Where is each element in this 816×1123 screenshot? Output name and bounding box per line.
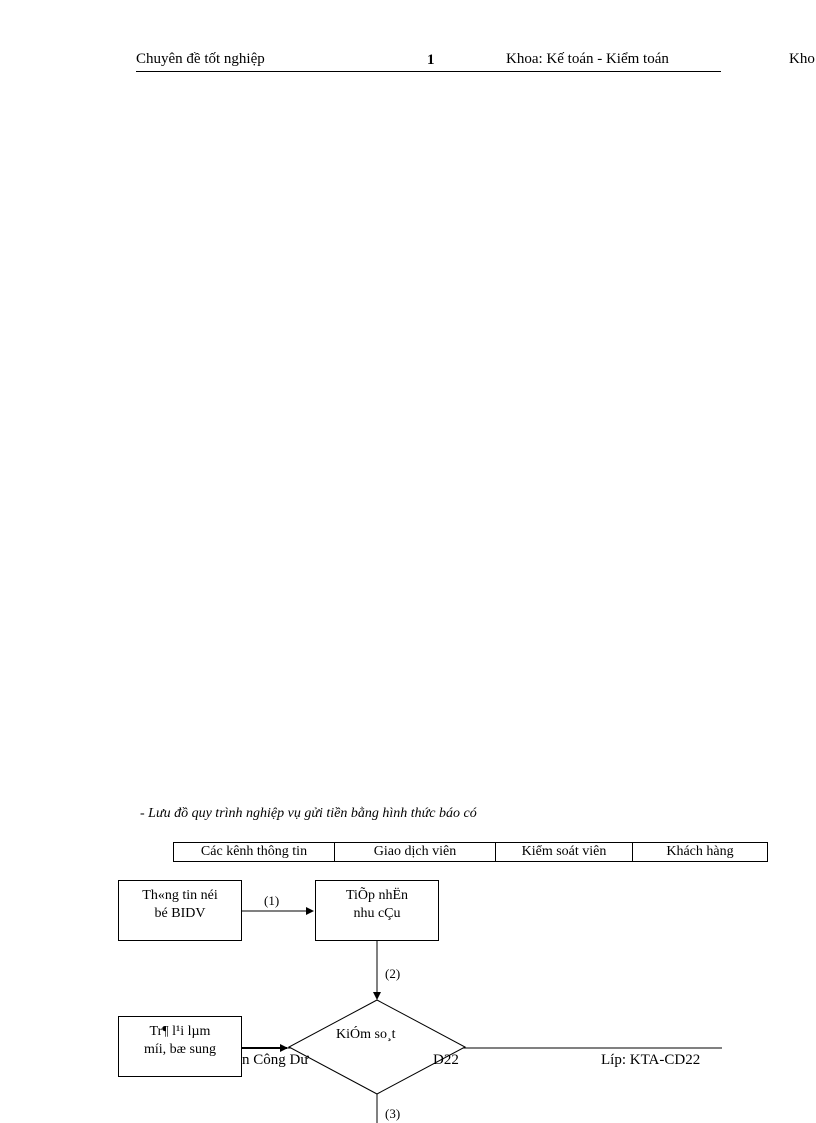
page-number: 1	[427, 52, 435, 68]
box-return-redo-line2: míi, bæ sung	[144, 1042, 216, 1057]
lane-controller: Kiểm soát viên	[496, 843, 633, 861]
footer-class-partial: D22	[433, 1052, 459, 1068]
box-internal-info	[118, 880, 242, 941]
box-return-redo-line1: Tr¶ l¹i lµm	[149, 1024, 211, 1039]
box-receive-request-line1: TiÕp nhËn	[345, 888, 409, 903]
step-label-2: (2)	[385, 966, 401, 981]
footer-author-partial: n Công Dư	[242, 1052, 309, 1068]
header-cut-text: Kho	[789, 51, 815, 67]
header-left-title: Chuyên đề tốt nghiệp	[136, 51, 265, 67]
box-internal-info-line1: Th«ng tin néi	[142, 888, 218, 903]
box-return-redo	[118, 1016, 242, 1077]
decision-diamond	[289, 1000, 465, 1094]
flowchart-caption: - Lưu đồ quy trình nghiệp vụ gửi tiền bằng hình thức báo có	[140, 806, 477, 821]
step-label-1: (1)	[264, 893, 280, 908]
box-receive-request	[315, 880, 439, 941]
header-faculty: Khoa: Kế toán - Kiểm toán	[506, 51, 669, 67]
box-receive-request-line2: nhu cÇu	[353, 906, 401, 921]
diamond-label: KiÓm so¸t	[336, 1027, 396, 1042]
step-label-3: (3)	[385, 1106, 401, 1121]
lane-info-channels: Các kênh thông tin	[174, 843, 335, 861]
footer-class: Líp: KTA-CD22	[601, 1052, 701, 1068]
box-internal-info-line2: bé BIDV	[154, 906, 206, 921]
lane-teller: Giao dịch viên	[335, 843, 496, 861]
lane-customer: Khách hàng	[666, 844, 734, 859]
